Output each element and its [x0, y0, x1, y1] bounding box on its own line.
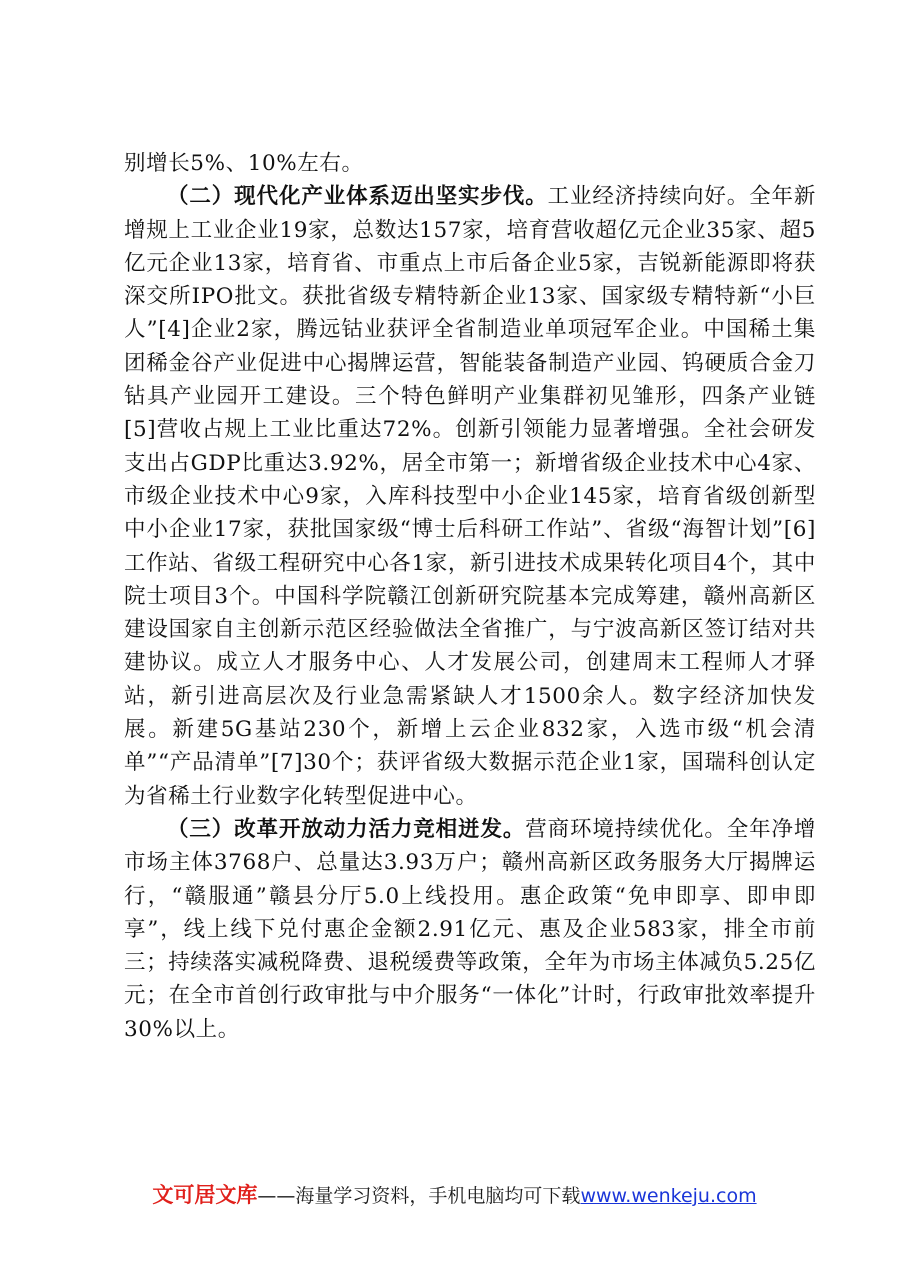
paragraph-text: 别增长5%、10%左右。: [124, 151, 364, 176]
footer-link[interactable]: www.wenkeju.com: [580, 1185, 757, 1207]
paragraph-reform-opening: [124, 813, 816, 1046]
section-heading: （三）改革开放动力活力竞相迸发。: [167, 816, 526, 842]
paragraph-text: 工业经济持续向好。全年新增规上工业企业19家，总数达157家，培育营收超亿元企业35家、超5亿元企业13家，培育省、市重点上市后备企业5家，吉锐新能源即将获深交所IPO批文。获批省级专精特新企业13家、国家级专精特新“小巨人”[4]企业2家，腾远钴业获评全省制造业单项冠军企业。中国稀土集团稀金谷产业促进中心揭牌运营，智能装备制造产业园、钨硬质合金刀钻具产业园开工建设。三个特色鲜明产业集群初见雏形，四条产业链[5]营收占规上工业比重达72%。创新引领能力显著增强。全社会研发支出占GDP比重达3.92%，居全市第一；新增省级企业技术中心4家、市级企业技术中心9家，入库科技型中小企业145家，培育省级创新型中小企业17家，获批国家级“博士后科研工作站”、省级“海智计划”[6]工作站、省级工程研究中心各1家，新引进技术成果转化项目4个，其中院士项目3个。中国科学院赣江创新研究院基本完成筹建，赣州高新区建设国家自主创新示范区经验做法全省推广，与宁波高新区签订结对共建协议。成立人才服务中心、人才发展公司，创建周末工程师人才驿站，新引进高层次及行业急需紧缺人才1500余人。数字经济加快发展。新建5G基站230个，新增上云企业832家，入选市级“机会清单”“产品清单”[7]30个；获评省级大数据示范企业1家，国瑞科创认定为省稀土行业数字化转型促进中心。: [124, 184, 817, 809]
footer-brand: 文可居文库: [152, 1183, 258, 1207]
paragraph-industrial-system: [124, 180, 816, 813]
footer-banner: [0, 1180, 909, 1211]
paragraph-continuation: [124, 147, 816, 180]
document-body: [124, 147, 816, 1046]
footer-tagline: ——海量学习资料，手机电脑均可下载: [257, 1185, 581, 1207]
paragraph-text: 营商环境持续优化。全年净增市场主体3768户、总量达3.93万户；赣州高新区政务服务大厅揭牌运行，“赣服通”赣县分厅5.0上线投用。惠企政策“免申即享、即申即享”，线上线下兑付惠企金额2.91亿元、惠及企业583家，排全市前三；持续落实减税降费、退税缓费等政策，全年为市场主体减负5.25亿元；在全市首创行政审批与中介服务“一体化”计时，行政审批效率提升30%以上。: [124, 816, 816, 1042]
section-heading: （二）现代化产业体系迈出坚实步伐。: [167, 184, 548, 210]
